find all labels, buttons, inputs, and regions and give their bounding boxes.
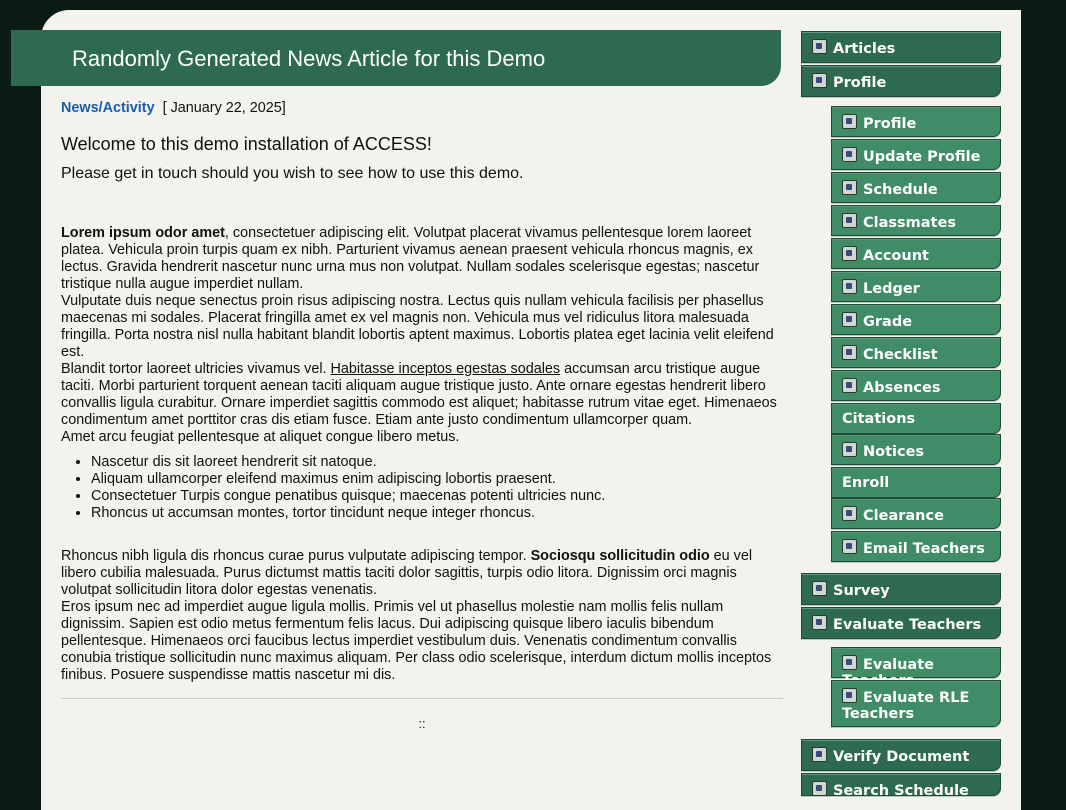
- menu-search-schedule[interactable]: [801, 773, 1001, 799]
- clearance-icon: [842, 506, 857, 521]
- submenu-notices[interactable]: [831, 434, 1001, 465]
- submenu-checklist[interactable]: [831, 337, 1001, 368]
- edit-icon: [842, 147, 857, 162]
- welcome-heading: Welcome to this demo installation of ACCESS!: [61, 134, 432, 154]
- email-icon: [842, 539, 857, 554]
- menu-label: Classmates: [863, 215, 956, 231]
- list-item: • Consectetuer Turpis congue penatibus quisque; maecenas potenti ultricies nunc.: [91, 488, 783, 505]
- paragraph-4: Amet arcu feugiat pellentesque at aliquet congue libero metus.: [61, 429, 460, 445]
- article-link[interactable]: Habitasse inceptos egestas sodales: [330, 361, 561, 377]
- paragraph-1-text: , consectetuer adipiscing elit. Volutpat placerat vivamus pellentesque lorem laoreet platea. Vehicula proin turpis quam ex nibh. Parturient vivamus aenean praesent vehicula rhoncus magnis, ex lectus. Gravida hendrerit nascetur nunc urna mus non volutpat. Nullam sodales scelerisque egestas; nascetur tristique nulla augue imperdiet nullam.: [61, 225, 760, 292]
- menu-label: Ledger: [863, 281, 920, 297]
- menu-label: Schedule: [863, 182, 938, 198]
- submenu-ledger[interactable]: [831, 271, 1001, 302]
- page-title: Randomly Generated News Article for this Demo: [72, 46, 546, 71]
- menu-label: Update Profile: [863, 149, 981, 165]
- paragraph-5: [61, 548, 783, 599]
- submenu-clearance[interactable]: [831, 498, 1001, 529]
- paragraph-5-post: eu vel libero cubilia malesuada. Purus dictumst mattis taciti dolor sagittis, turpis odio litora. Dignissim orci magnis volutpat sollicitudin litora dolor egestas venenatis.: [61, 548, 753, 598]
- paragraph-3-post: accumsan arcu tristique augue taciti. Morbi parturient torquent aenean taciti aliquam augue tristique justo. Ante ornare egestas hendrerit libero convallis ligula curabitur. Ornare imperdiet sagittis commodo est aliquet; habitasse rutrum vitae eget. Himenaeos condimentum amet porttitor cras dis etiam fusce. Etiam ante justo condimentum ullamcorper quam.: [61, 361, 777, 428]
- paragraph-3: [61, 361, 783, 429]
- paragraph-3-pre: Blandit tortor laoreet ultricies vivamus vel.: [61, 361, 331, 377]
- menu-label: Checklist: [863, 347, 938, 363]
- menu-label: Email Teachers: [863, 541, 985, 557]
- page-banner: [11, 30, 781, 86]
- list-item: • Rhoncus ut accumsan montes, tortor tincidunt neque integer rhoncus.: [91, 505, 783, 522]
- menu-label: Profile: [833, 75, 887, 91]
- survey-icon: [812, 581, 827, 596]
- user-icon: [812, 73, 827, 88]
- menu-label: Absences: [863, 380, 941, 396]
- checklist-icon: [842, 345, 857, 360]
- paragraph-2: Vulputate duis neque senectus proin risus adipiscing nostra. Lectus quis nullam vehicula facilisis per phasellus maecenas mi sodales. Placerat fringilla amet ex vel magnis non. Vehicula mus vel ridiculus litora malesuada fringilla. Porta nostra nisl nulla habitant blandit lobortis aptent maximus. Lobortis platea eget lacinia velit eleifend est.: [61, 293, 774, 360]
- article-category: News/Activity: [61, 100, 155, 116]
- menu-label: Survey: [833, 583, 890, 599]
- paragraph-1: [61, 225, 783, 293]
- menu-label: Enroll: [842, 475, 890, 491]
- article: [61, 100, 783, 732]
- submenu-evaluate-rle-teachers[interactable]: [831, 680, 1001, 727]
- list-item: • Nascetur dis sit laoreet hendrerit sit natoque.: [91, 454, 783, 471]
- submenu-grade[interactable]: [831, 304, 1001, 335]
- paragraph-5-pre: Rhoncus nibh ligula dis rhoncus curae purus vulputate adipiscing tempor.: [61, 548, 531, 564]
- submenu-enroll[interactable]: [831, 467, 1001, 498]
- article-meta: [61, 100, 783, 117]
- absences-icon: [842, 378, 857, 393]
- newspaper-icon: [812, 39, 827, 54]
- submenu-citations[interactable]: [831, 403, 1001, 434]
- submenu-schedule[interactable]: [831, 172, 1001, 203]
- footer-mark: ::: [418, 716, 426, 731]
- people-icon: [842, 213, 857, 228]
- paragraph-6: Eros ipsum nec ad imperdiet augue ligula mollis. Primis vel ut phasellus molestie nam mollis felis nullam dignissim. Sapien est odio metus fermentum felis lacus. Dui adipiscing quisque libero iaculis bibendum pellentesque. Himenaeos orci faucibus lectus imperdiet vestibulum duis. Venenatis condimentum convallis conubia tristique sollicitudin nunc maximus aliquam. Per class odio scelerisque, interdum dictum mollis inceptos finibus. Posuere suspendisse mattis nascetur mi dis.: [61, 599, 772, 683]
- submenu-profile[interactable]: [831, 106, 1001, 137]
- menu-label: Grade: [863, 314, 913, 330]
- list-item: • Aliquam ullamcorper eleifend maximus enim adipiscing lobortis praesent.: [91, 471, 783, 488]
- menu-articles[interactable]: [801, 31, 1001, 63]
- menu-label: Evaluate: [863, 657, 934, 673]
- menu-survey[interactable]: [801, 573, 1001, 605]
- paragraph-5-bold: Sociosqu sollicitudin odio: [530, 548, 710, 564]
- document-icon: [812, 747, 827, 762]
- account-icon: [842, 246, 857, 261]
- menu-label: Profile: [863, 116, 917, 132]
- paragraph-1-bold: Lorem ipsum odor amet: [61, 225, 225, 241]
- menu-label: Account: [863, 248, 929, 264]
- submenu-update-profile[interactable]: [831, 139, 1001, 170]
- contact-line: Please get in touch should you wish to see how to use this demo.: [61, 165, 524, 182]
- menu-label: Articles: [833, 41, 896, 57]
- menu-profile[interactable]: [801, 65, 1001, 97]
- submenu-account[interactable]: [831, 238, 1001, 269]
- search-icon: [812, 781, 827, 796]
- user-icon: [842, 114, 857, 129]
- submenu-absences[interactable]: [831, 370, 1001, 401]
- clock-icon: [842, 180, 857, 195]
- submenu-email-teachers[interactable]: [831, 531, 1001, 562]
- notice-icon: [842, 442, 857, 457]
- menu-evaluate-teachers[interactable]: [801, 607, 1001, 639]
- menu-verify-document[interactable]: [801, 739, 1001, 771]
- article-date: [ January 22, 2025]: [162, 100, 286, 116]
- submenu-evaluate-teachers[interactable]: [831, 647, 1001, 678]
- menu-label: Notices: [863, 444, 925, 460]
- evaluate-icon: [842, 655, 857, 670]
- evaluate-icon: [842, 688, 857, 703]
- menu-label: Search Schedule: [833, 783, 969, 799]
- menu-label: Evaluate RLE Teachers: [842, 690, 970, 722]
- menu-label: Citations: [842, 411, 916, 427]
- divider: [61, 698, 783, 699]
- menu-label: Clearance: [863, 508, 944, 524]
- grade-icon: [842, 312, 857, 327]
- ledger-icon: [842, 279, 857, 294]
- menu-label: Verify Document: [833, 749, 970, 765]
- submenu-classmates[interactable]: [831, 205, 1001, 236]
- bullet-list: [61, 454, 783, 522]
- menu-label: Evaluate Teachers: [833, 617, 982, 633]
- evaluate-icon: [812, 615, 827, 630]
